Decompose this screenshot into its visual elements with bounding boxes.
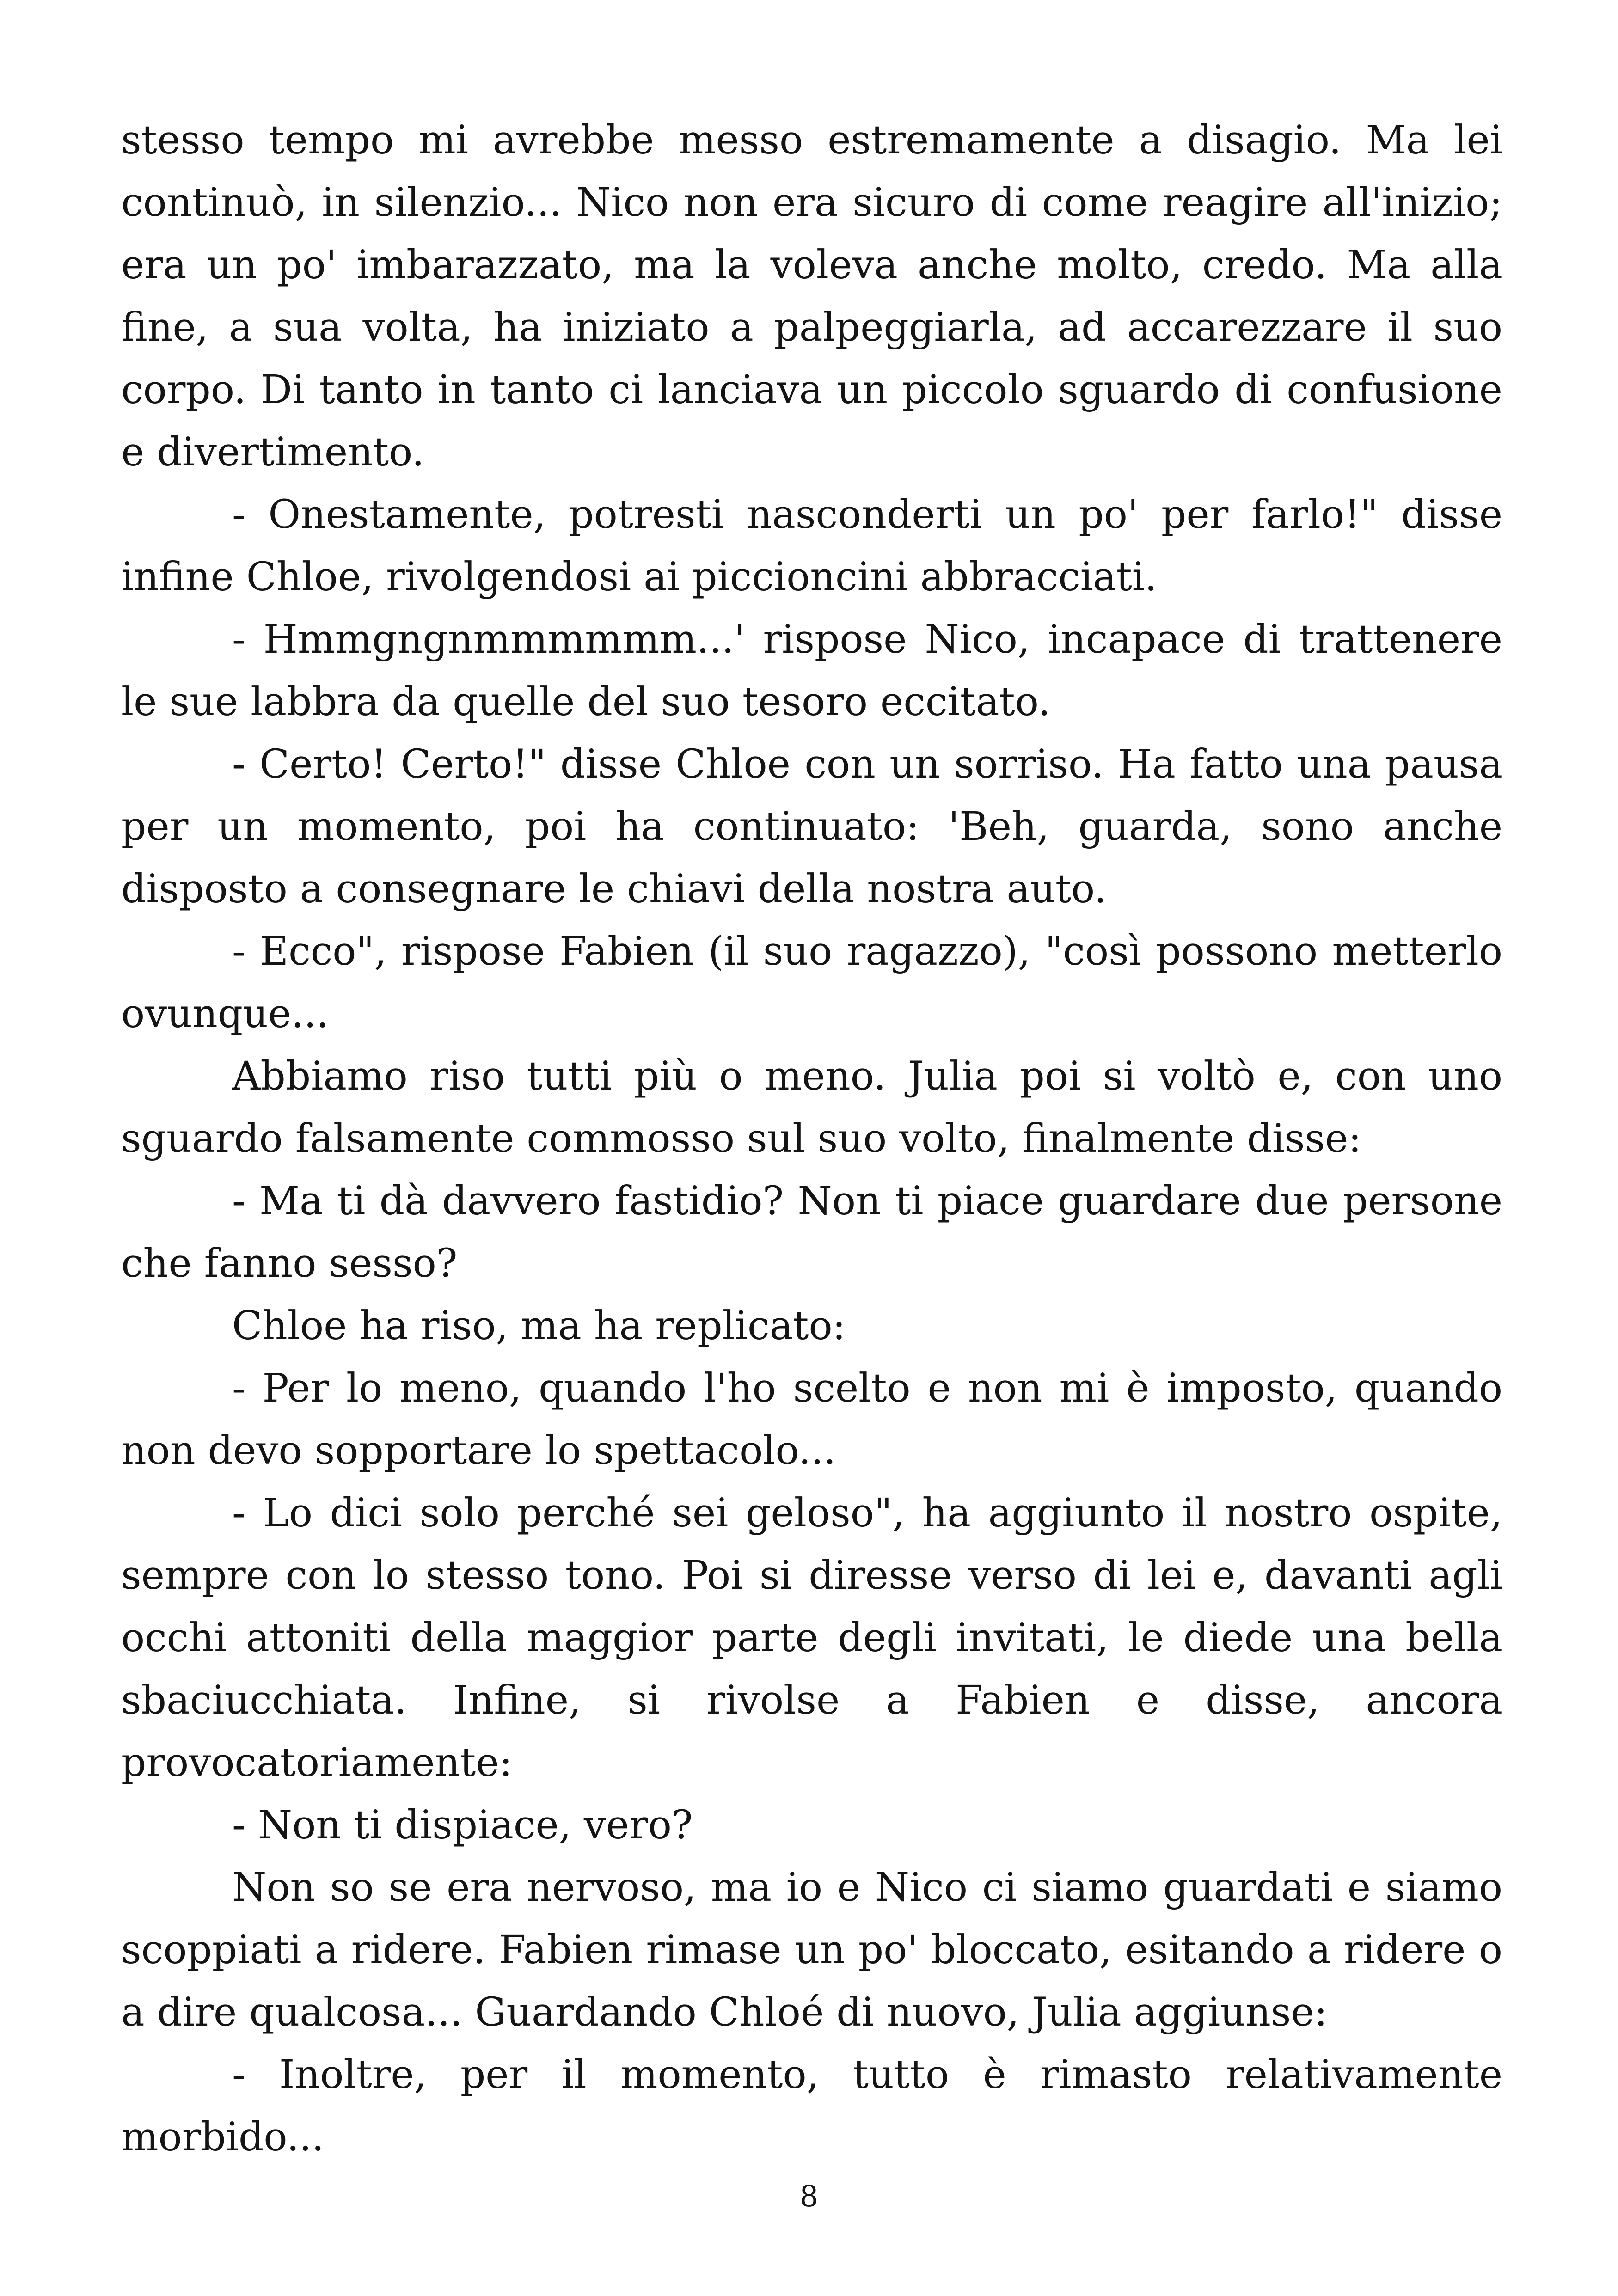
- page-number: 8: [799, 2180, 819, 2214]
- paragraph-6: Abbiamo riso tutti più o meno. Julia poi si voltò e, con uno sguardo falsamente commosso sul suo volto, finalmente disse:: [121, 1053, 1502, 1162]
- paragraph-7: - Ma ti dà davvero fastidio? Non ti piace guardare due persone che fanno sesso?: [121, 1178, 1502, 1286]
- body-text: [121, 109, 1502, 2168]
- paragraph-5: - Ecco", rispose Fabien (il suo ragazzo), "così possono metterlo ovunque...: [121, 929, 1502, 1037]
- paragraph-10: - Lo dici solo perché sei geloso", ha aggiunto il nostro ospite, sempre con lo stesso tono. Poi si diresse verso di lei e, davanti agli occhi attoniti della maggior parte degli invitati, le diede una bella sbaciucchiata. Infine, si rivolse a Fabien e disse, ancora provocatoriamente:: [121, 1490, 1502, 1786]
- paragraph-1: stesso tempo mi avrebbe messo estremamente a disagio. Ma lei continuò, in silenzio... Nico non era sicuro di come reagire all'inizio; era un po' imbarazzato, ma la voleva anche molto, credo. Ma alla fine, a sua volta, ha iniziato a palpeggiarla, ad accarezzare il suo corpo. Di tanto in tanto ci lanciava un piccolo sguardo di confusione e divertimento.: [121, 117, 1502, 475]
- paragraph-9: - Per lo meno, quando l'ho scelto e non mi è imposto, quando non devo sopportare lo spettacolo...: [121, 1365, 1502, 1474]
- paragraph-8: Chloe ha riso, ma ha replicato:: [232, 1303, 846, 1349]
- paragraph-13: - Inoltre, per il momento, tutto è rimasto relativamente morbido...: [121, 2052, 1502, 2160]
- paragraph-3: - Hmmgngnmmmmmm...' rispose Nico, incapace di trattenere le sue labbra da quelle del suo tesoro eccitato.: [121, 617, 1502, 725]
- paragraph-11: - Non ti dispiace, vero?: [232, 1802, 693, 1848]
- paragraph-4: - Certo! Certo!" disse Chloe con un sorriso. Ha fatto una pausa per un momento, poi ha continuato: 'Beh, guarda, sono anche disposto a consegnare le chiavi della nostra auto.: [121, 741, 1502, 912]
- paragraph-12: Non so se era nervoso, ma io e Nico ci siamo guardati e siamo scoppiati a ridere. Fabien rimase un po' bloccato, esitando a ridere o a dire qualcosa... Guardando Chloé di nuovo, Julia aggiunse:: [121, 1865, 1502, 2035]
- paragraph-2: - Onestamente, potresti nasconderti un po' per farlo!" disse infine Chloe, rivolgendosi ai piccioncini abbracciati.: [121, 492, 1502, 600]
